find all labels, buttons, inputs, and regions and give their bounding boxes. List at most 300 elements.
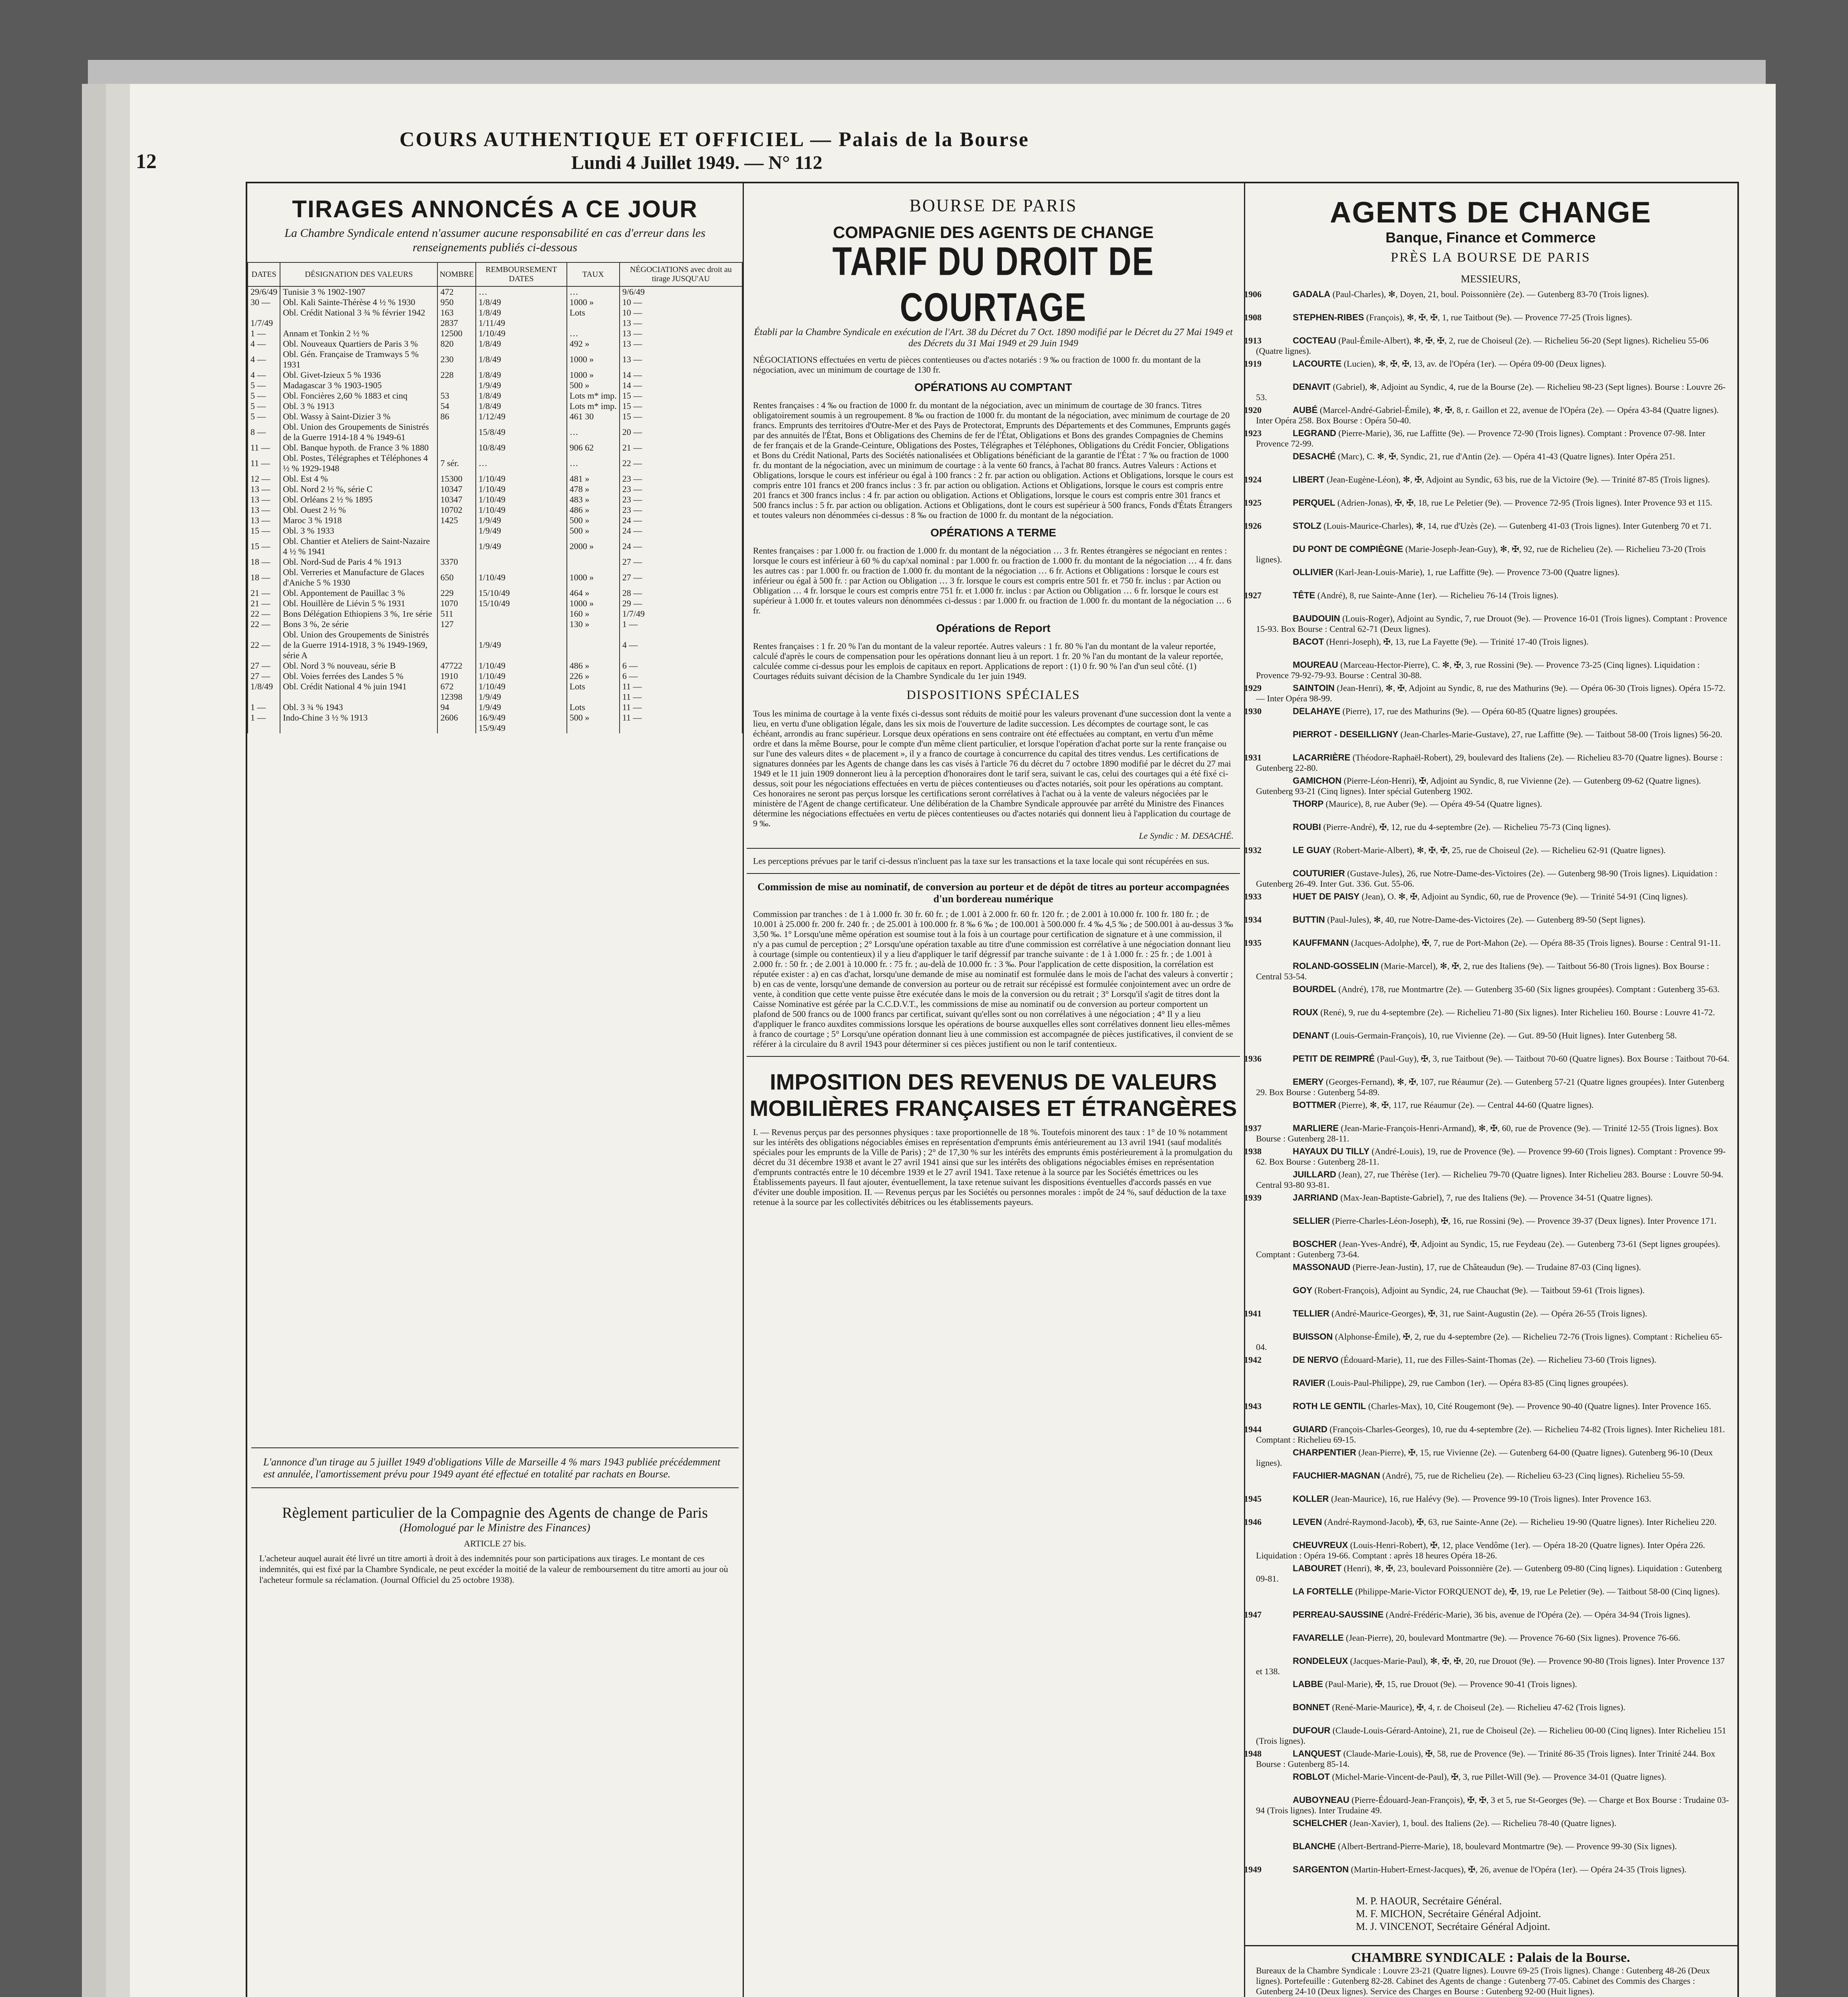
table-cell: 1/10/49 — [476, 328, 567, 339]
agent-details: (André), 178, rue Montmartre (2e). — Gutenberg 35-60 (Six lignes groupées). Comptant : Gutenberg 35-63. — [1338, 984, 1720, 994]
table-cell: 13 — — [620, 328, 742, 339]
tarif-intro: Établi par la Chambre Syndicale en exécution de l'Art. 38 du Décret du 7 Oct. 1890 modifié par le Décret du 27 Mai 1949 et des Décrets du 31 Mai 1949 et 29 Juin 1949 — [754, 327, 1233, 349]
agent-details: (Jacques-Marie-Paul), ✻, ✠, ✠, 20, rue Drouot (9e). — Provence 90-80 (Trois lignes). Inter Provence 137 et 138. — [1256, 1656, 1725, 1676]
agent-name: THORP — [1293, 799, 1323, 809]
agent-entry — [1244, 660, 1737, 681]
table-cell: … — [567, 453, 620, 474]
table-cell: Obl. Foncières 2,60 % 1883 et cinq — [280, 391, 437, 401]
table-cell: 5 — — [248, 380, 280, 391]
agent-name: LACOURTE — [1293, 359, 1342, 369]
agent-year: 1923 — [1244, 428, 1262, 438]
agent-details: (Michel-Marie-Vincent-de-Paul), ✠, 3, rue Pillet-Will (9e). — Provence 34-01 (Quatre lignes). — [1332, 1772, 1667, 1782]
table-cell: Obl. Postes, Télégraphes et Téléphones 4 ½ % 1929-1948 — [280, 453, 437, 474]
table-cell — [248, 723, 280, 733]
table-row — [248, 494, 742, 505]
table-cell: 11 — — [248, 453, 280, 474]
table-cell: 130 » — [567, 619, 620, 629]
table-row — [248, 681, 742, 692]
perceptions-note: Les perceptions prévues par le tarif ci-dessus n'incluent pas la taxe sur les transactions et la taxe locale qui sont récupérées en sus. — [753, 856, 1210, 866]
agent-name: BONNET — [1293, 1702, 1330, 1712]
table-cell: 15/9/49 — [476, 723, 567, 733]
agent-entry — [1244, 822, 1737, 843]
agent-year: 1946 — [1244, 1517, 1262, 1527]
table-cell: 54 — [437, 401, 476, 411]
agent-name: BOURDEL — [1293, 984, 1336, 994]
table-row — [248, 629, 742, 661]
terme-title: OPÉRATIONS A TERME — [930, 526, 1056, 539]
agent-name: PETIT DE REIMPRÉ — [1293, 1054, 1375, 1064]
agent-entry — [1244, 637, 1737, 657]
table-cell: Obl. Nord 2 ½ %, série C — [280, 484, 437, 494]
table-cell: Obl. Nord 3 % nouveau, série B — [280, 661, 437, 671]
table-cell: … — [476, 286, 567, 297]
agent-name: DU PONT DE COMPIÈGNE — [1293, 544, 1403, 554]
agents-subtitle: Banque, Finance et Commerce — [1385, 229, 1596, 246]
agent-name: HUET DE PAISY — [1293, 891, 1360, 901]
agent-details: (Louis-Roger), Adjoint au Syndic, 7, rue Drouot (9e). — Provence 16-01 (Trois lignes). Comptant : Provence 15-93. Box Bourse : Central 62-71 (Deux lignes). — [1256, 613, 1727, 634]
table-cell: 15 — — [248, 536, 280, 557]
table-cell — [248, 308, 280, 318]
agent-details: (Jean-Yves-André), ✠, Adjoint au Syndic, 15, rue Feydeau (2e). — Gutenberg 73-61 (Sept lignes groupées). Comptant : Gutenberg 73-64. — [1256, 1239, 1720, 1259]
agent-details: (Charles-Max), 10, Cité Rougemont (9e). — Provence 90-40 (Quatre lignes). Inter Provence 165. — [1368, 1401, 1711, 1411]
agent-name: GAMICHON — [1293, 776, 1342, 786]
table-cell: 16/9/49 — [476, 713, 567, 723]
agent-name: RONDELEUX — [1293, 1656, 1348, 1666]
agents-column — [1244, 183, 1737, 1997]
comptant-text: Rentes françaises : 4 ‰ ou fraction de 1000 fr. du montant de la négociation, avec un minimum de courtage de 30 francs. Titres obligatoirement soumis à un regroupement. 8 ‰ ou fraction de 1000 fr. du montant de la négociation, avec minimum de courtage de 20 francs. Emprunts des territoires d'Outre-Mer et des Pays de Protectorat, Emprunts des Départements et des Communes, Emprunts gagés par des annuités de l'État, Bons et Obligations des Chemins de fer de l'État, Obligations et Bons des grandes Compagnies de Chemins de fer français et de la Grande-Ceinture, Obligations des Postes, Télégraphes et Téléphones, Obligations du Crédit Foncier, Obligations et Bons du Crédit National, Parts des Sociétés nationalisées et Obligations bénéficiant de la garantie de l'État : 7 ‰ ou fraction de 1000 fr. du montant de la négociation, avec un minimum de courtage : à la vente 60 francs, à l'achat 80 francs. Autres Valeurs : Actions et Obligations, lorsque le cours est inférieur ou égal à 100 francs : 2 fr. par action ou obligation. Actions et Obligations, lorsque le cours est compris entre 101 francs et 200 francs inclus : 3 fr. par action ou obligation. Actions et Obligations, lorsque le cours est compris entre 201 francs et 300 francs inclus : 4 fr. par action ou obligation. Actions et Obligations, lorsque le cours est compris entre 301 francs et 500 francs inclus : 5 fr. par action ou obligation. Actions et Obligations, dont le cours est supérieur à 500 francs, Fonds d'États Étrangers et toutes valeurs non dénommées ci-dessus : 8 ‰ ou fraction de 1000 fr. du montant de la négociation. — [753, 400, 1234, 520]
agent-details: (Paul-Charles), ✻, Doyen, 21, boul. Poissonnière (2e). — Gutenberg 83-70 (Trois lignes). — [1332, 289, 1649, 299]
table-cell: 5 — — [248, 411, 280, 422]
table-cell — [437, 536, 476, 557]
agent-details: (Robert-Marie-Albert), ✻, ✠, ✠, 25, rue de Choiseul (2e). — Richelieu 62-91 (Quatre lignes). — [1333, 845, 1666, 855]
table-cell: Madagascar 3 % 1903-1905 — [280, 380, 437, 391]
agent-details: (Pierre-André), ✠, 12, rue du 4-septembre (2e). — Richelieu 75-73 (Cinq lignes). — [1323, 822, 1611, 832]
agent-name: JUILLARD — [1293, 1169, 1336, 1179]
table-cell: 53 — [437, 391, 476, 401]
agent-details: (Louis-Maurice-Charles), ✻, 14, rue d'Uzès (2e). — Gutenberg 41-03 (Trois lignes). Inter Gutenberg 70 et 71. — [1323, 521, 1712, 531]
table-cell: Obl. Givet-Izieux 5 % 1936 — [280, 370, 437, 380]
agent-details: (Henri), ✻, ✠, 23, boulevard Poissonnière (2e). — Gutenberg 09-80 (Cinq lignes). Liquidation : Gutenberg 09-81. — [1256, 1563, 1722, 1584]
table-cell: 1000 » — [567, 370, 620, 380]
table-cell: Bons Délégation Ethiopiens 3 %, 1re série — [280, 609, 437, 619]
table-cell: 13 — — [248, 494, 280, 505]
table-row — [248, 339, 742, 349]
agent-details: (Marie-Joseph-Jean-Guy), ✻, ✠, 92, rue de Richelieu (2e). — Richelieu 73-20 (Trois lignes). — [1256, 544, 1706, 564]
agent-entry — [1244, 891, 1737, 912]
agent-entry — [1244, 1355, 1737, 1376]
table-cell: Obl. Crédit National 3 ¾ % février 1942 — [280, 308, 437, 318]
agent-details: (Claude-Louis-Gérard-Antoine), 21, rue de Choiseul (2e). — Richelieu 00-00 (Cinq lignes). Inter Richelieu 151 (Trois lignes). — [1256, 1725, 1727, 1746]
agent-year: 1948 — [1244, 1749, 1262, 1759]
agent-details: (Robert-François), Adjoint au Syndic, 24, rue Chauchat (9e). — Taitbout 59-61 (Trois lignes). — [1314, 1285, 1645, 1295]
agent-name: FAVARELLE — [1293, 1633, 1344, 1643]
table-cell: 6 — — [620, 661, 742, 671]
table-cell: 10347 — [437, 484, 476, 494]
agent-entry — [1244, 1772, 1737, 1793]
agent-details: (Louis-Henri-Robert), ✠, 12, place Vendôme (1er). — Opéra 18-20 (Quatre lignes). Inter Opéra 226. Liquidation : Opéra 19-66. Comptant : après 18 heures Opéra 18-26. — [1256, 1540, 1705, 1560]
agent-year: 1941 — [1244, 1308, 1262, 1318]
secretaire-line: M. J. VINCENOT, Secrétaire Général Adjoint. — [1356, 1921, 1550, 1932]
table-cell — [567, 557, 620, 567]
agent-entry — [1244, 776, 1737, 796]
agent-name: AUBOYNEAU — [1293, 1795, 1349, 1805]
table-row — [248, 619, 742, 629]
table-cell: 1/9/49 — [476, 526, 567, 536]
table-cell — [437, 443, 476, 453]
agent-name: FAUCHIER-MAGNAN — [1293, 1471, 1380, 1481]
agent-name: BUISSON — [1293, 1332, 1333, 1342]
agent-entry — [1244, 984, 1737, 1005]
table-cell: Lots — [567, 308, 620, 318]
table-cell: 15 — — [620, 391, 742, 401]
page-number: 12 — [136, 150, 157, 173]
table-cell: 27 — — [620, 557, 742, 567]
table-cell: 1/10/49 — [476, 474, 567, 484]
agent-name: LABOURET — [1293, 1563, 1342, 1573]
table-cell: 10/8/49 — [476, 443, 567, 453]
agent-details: (Pierre-Jean-Justin), 17, rue de Châteaudun (9e). — Trudaine 87-03 (Cinq lignes). — [1352, 1262, 1641, 1272]
agent-entry — [1244, 1401, 1737, 1422]
agent-details: (Paul-Jules), ✻, 40, rue Notre-Dame-des-Victoires (2e). — Gutenberg 89-50 (Sept lignes). — [1327, 915, 1646, 925]
reglement-subtitle: (Homologué par le Ministre des Finances) — [399, 1522, 590, 1534]
table-cell: 1000 » — [567, 349, 620, 370]
agent-details: (Marceau-Hector-Pierre), C. ✻, ✠, 3, rue Rossini (9e). — Provence 73-25 (Cinq lignes). Liquidation : Provence 79-92-79-93. Bourse : Central 30-88. — [1256, 660, 1700, 680]
table-cell: Obl. Union des Groupements de Sinistrés de la Guerre 1914-18 4 % 1949-61 — [280, 422, 437, 443]
imposition-text: I. — Revenus perçus par des personnes physiques : taxe proportionnelle de 18 %. Toutefois minorent des taux : 1° de 10 % notamment sur les intérêts des obligations négociables émises en représentation d'emprunts émis antérieurement au 13 avril 1941 (sauf modalités spéciales pour les emprunts de la Ville de Paris) ; 2° de 17,30 % sur les intérêts des emprunts émis postérieurement à la promulgation du décret du 31 décembre 1938 et avant le 27 avril 1941 ainsi que sur les intérêts des obligations négociables émises en représentation d'emprunts contractés entre le 10 décembre 1939 et le 27 avril 1941. Taxe retenue à la source par les Sociétés émettrices ou les Établissements payeurs. Il faut ajouter, éventuellement, la taxe retenue suivant les dispositions éventuelles d'accords passés en vue d'éviter une double imposition. II. — Revenus perçus par les Sociétés ou personnes morales : impôt de 24 %, sauf déduction de la taxe retenue à la source par les collectivités débitrices ou les établissements payeurs. — [753, 1127, 1233, 1207]
agent-details: (André), 75, rue de Richelieu (2e). — Richelieu 63-23 (Cinq lignes). Richelieu 55-59. — [1382, 1471, 1685, 1481]
agent-year: 1926 — [1244, 521, 1262, 531]
agent-year: 1930 — [1244, 706, 1262, 716]
agent-details: (Gustave-Jules), 26, rue Notre-Dame-des-Victoires (2e). — Gutenberg 98-90 (Trois lignes). Liquidation : Gutenberg 26-49. Inter Gut. 336. Gut. 55-06. — [1256, 868, 1718, 889]
agent-year: 1906 — [1244, 289, 1262, 299]
agent-entry — [1244, 1030, 1737, 1051]
table-cell: Obl. Ouest 2 ½ % — [280, 505, 437, 515]
agent-entry — [1244, 1332, 1737, 1352]
agent-year: 1937 — [1244, 1123, 1262, 1133]
agent-name: JARRIAND — [1293, 1193, 1338, 1203]
table-cell: 14 — — [620, 380, 742, 391]
agent-name: DENANT — [1293, 1030, 1329, 1040]
agent-entry — [1244, 1540, 1737, 1561]
tirages-column — [247, 183, 744, 1997]
divider — [747, 873, 1240, 874]
table-cell: 486 » — [567, 505, 620, 515]
masthead-date: Lundi 4 Juillet 1949. — N° 112 — [571, 152, 823, 173]
secretaire-line: M. F. MICHON, Secrétaire Général Adjoint. — [1356, 1908, 1541, 1920]
agent-entry — [1244, 1749, 1737, 1769]
table-cell: 9/6/49 — [620, 286, 742, 297]
table-cell: 1/9/49 — [476, 692, 567, 702]
agent-entry — [1244, 1378, 1737, 1399]
agent-name: DUFOUR — [1293, 1725, 1331, 1735]
table-row — [248, 609, 742, 619]
agent-entry — [1244, 1725, 1737, 1746]
agent-name: SCHELCHER — [1293, 1818, 1347, 1828]
agent-details: (Claude-Marie-Louis), ✠, 58, rue de Provence (9e). — Trinité 86-35 (Trois lignes). Inter Trinité 244. Box Bourse : Gutenberg 85-14. — [1256, 1749, 1715, 1769]
agent-entry — [1244, 1517, 1737, 1538]
table-row — [248, 588, 742, 598]
table-row — [248, 422, 742, 443]
agent-entry — [1244, 845, 1737, 866]
agent-entry — [1244, 706, 1737, 727]
table-cell — [437, 723, 476, 733]
agent-entry — [1244, 1262, 1737, 1283]
table-cell — [248, 692, 280, 702]
table-cell: 13 — — [248, 484, 280, 494]
table-cell: Obl. 3 % 1913 — [280, 401, 437, 411]
agent-name: LABBE — [1293, 1679, 1323, 1689]
agent-name: MOUREAU — [1293, 660, 1338, 670]
agent-name: OLLIVIER — [1293, 567, 1333, 577]
table-cell: 1/10/49 — [476, 567, 567, 588]
agent-entry — [1244, 1494, 1737, 1515]
agent-year: 1945 — [1244, 1494, 1262, 1504]
divider — [251, 1487, 739, 1488]
agent-details: (André-Louis), 19, rue de Provence (9e). — Provence 99-60 (Trois lignes). Comptant : Provence 99-62. Box Bourse : Gutenberg 28-11. — [1256, 1146, 1726, 1167]
table-cell: 1/9/49 — [476, 629, 567, 661]
table-cell: 820 — [437, 339, 476, 349]
table-cell: 23 — — [620, 484, 742, 494]
table-row — [248, 536, 742, 557]
agent-details: (Paul-Guy), ✠, 3, rue Taitbout (9e). — Taitbout 70-60 (Quatre lignes). Box Bourse : Taitbout 70-64. — [1377, 1054, 1729, 1064]
agent-entry — [1244, 1308, 1737, 1329]
secretaire-line: M. P. HAOUR, Secrétaire Général. — [1356, 1895, 1502, 1907]
table-cell: 500 » — [567, 380, 620, 391]
agent-name: BOTTMER — [1293, 1100, 1336, 1110]
commission-title: Commission de mise au nominatif, de conversion au porteur et de dépôt de titres au porteur accompagnées d'un bordereau numérique — [757, 881, 1229, 905]
divider — [747, 1056, 1240, 1057]
table-cell: 950 — [437, 297, 476, 308]
table-cell: 1/8/49 — [476, 349, 567, 370]
table-cell: 1 — — [620, 619, 742, 629]
table-cell: 11 — — [620, 692, 742, 702]
agent-details: (André-Frédéric-Marie), 36 bis, avenue de l'Opéra (2e). — Opéra 34-94 (Trois lignes). — [1385, 1610, 1691, 1620]
agent-entry — [1244, 1054, 1737, 1074]
report-text: Rentes françaises : 1 fr. 20 % l'an du montant de la valeur reportée. Autres valeurs : 1 fr. 80 % l'an du montant de la valeur reportée, calculé d'après le cours de compensation pour les opérations donnant lieu à un report. 1 fr. 20 % l'an du montant de la valeur reportée, calculée comme ci-dessus pour les emplois de capitaux en report. Applications de report : (1) 0 fr. 90 % l'an d'un seul côté. (1) Courtages réduits suivant décision de la Chambre Syndicale du 1er juin 1949. — [753, 641, 1223, 681]
agent-entry — [1244, 359, 1737, 379]
agent-name: ROTH LE GENTIL — [1293, 1401, 1366, 1411]
table-row — [248, 411, 742, 422]
table-cell: Obl. Banque hypoth. de France 3 % 1880 — [280, 443, 437, 453]
agent-name: STOLZ — [1293, 521, 1321, 531]
table-cell: 500 » — [567, 713, 620, 723]
table-row — [248, 380, 742, 391]
agent-details: (François-Charles-Georges), 10, rue du 4-septembre (2e). — Richelieu 74-82 (Trois lignes). Inter Richelieu 181. Comptant : Richelieu 69-15. — [1256, 1424, 1725, 1445]
table-cell: 29/6/49 — [248, 286, 280, 297]
table-row — [248, 692, 742, 702]
tirages-title: TIRAGES ANNONCÉS A CE JOUR — [292, 196, 698, 222]
agent-details: (Pierre-Charles-Léon-Joseph), ✠, 16, rue Rossini (9e). — Provence 39-37 (Deux lignes). Inter Provence 171. — [1332, 1216, 1717, 1226]
table-cell: Annam et Tonkin 2 ½ % — [280, 328, 437, 339]
table-cell: 47722 — [437, 661, 476, 671]
agent-details: (Pierre-Léon-Henri), ✠, Adjoint au Syndic, 8, rue Vivienne (2e). — Gutenberg 09-62 (Quatre lignes). Gutenberg 93-21 (Cinq lignes). Inter spécial Gutenberg 1902. — [1256, 776, 1701, 796]
table-row — [248, 286, 742, 297]
agent-name: BLANCHE — [1293, 1841, 1336, 1851]
table-cell — [280, 318, 437, 328]
table-cell: Obl. Orléans 2 ½ % 1895 — [280, 494, 437, 505]
agent-details: (Pierre-Marie), 36, rue Laffitte (9e). — Provence 72-90 (Trois lignes). Comptant : Provence 07-98. Inter Provence 72-99. — [1256, 428, 1705, 449]
table-row — [248, 297, 742, 308]
agent-name: MASSONAUD — [1293, 1262, 1351, 1272]
table-cell: 226 » — [567, 671, 620, 681]
table-cell: 1/8/49 — [476, 370, 567, 380]
agent-details: (Jean-Maurice), 16, rue Halévy (9e). — Provence 99-10 (Trois lignes). Inter Provence 163. — [1331, 1494, 1651, 1504]
agent-name: SAINTOIN — [1293, 683, 1335, 693]
comptant-title: OPÉRATIONS AU COMPTANT — [914, 381, 1072, 393]
table-cell: Obl. 3 % 1933 — [280, 526, 437, 536]
agent-details: (Jean), 27, rue Thérèse (1er). — Richelieu 79-70 (Quatre lignes). Inter Richelieu 283. Bourse : Louvre 50-94. Central 93-80 93-81. — [1256, 1169, 1723, 1190]
table-cell: 13 — — [620, 349, 742, 370]
table-cell: 10347 — [437, 494, 476, 505]
agent-entry — [1244, 1285, 1737, 1306]
table-cell: 13 — — [620, 318, 742, 328]
agent-name: SELLIER — [1293, 1216, 1330, 1226]
messieurs-label: MESSIEURS, — [1461, 273, 1521, 285]
agent-year: 1949 — [1244, 1864, 1262, 1874]
table-cell: Obl. Kali Sainte-Thérèse 4 ½ % 1930 — [280, 297, 437, 308]
agent-entry — [1244, 1239, 1737, 1260]
agent-name: HAYAUX DU TILLY — [1293, 1146, 1369, 1156]
table-cell — [437, 629, 476, 661]
agent-name: DELAHAYE — [1293, 706, 1340, 716]
agent-entry — [1244, 799, 1737, 820]
table-cell: 6 — — [620, 671, 742, 681]
syndic-signature: Le Syndic : M. DESACHÉ. — [1139, 831, 1234, 841]
table-cell: 1000 » — [567, 297, 620, 308]
agent-name: PERREAU-SAUSSINE — [1293, 1610, 1384, 1620]
agent-entry — [1244, 1169, 1737, 1190]
agent-year: 1913 — [1244, 335, 1262, 345]
table-cell: 14 — — [620, 370, 742, 380]
table-cell: 15 — — [620, 411, 742, 422]
agent-details: (Jean-Marie-François-Henri-Armand), ✻, ✠, 60, rue de Provence (9e). — Trinité 12-55 (Trois lignes). Box Bourse : Gutenberg 28-11. — [1256, 1123, 1718, 1143]
table-cell: 230 — [437, 349, 476, 370]
table-cell: 1/7/49 — [620, 609, 742, 619]
table-cell: 160 » — [567, 609, 620, 619]
agent-year: 1919 — [1244, 359, 1262, 369]
table-cell: 13 — — [620, 339, 742, 349]
agent-details: (André), 8, rue Sainte-Anne (1er). — Richelieu 76-14 (Trois lignes). — [1317, 590, 1559, 600]
agent-year: 1925 — [1244, 498, 1262, 508]
table-cell: 15/10/49 — [476, 598, 567, 609]
table-row — [248, 723, 742, 733]
table-cell: 1910 — [437, 671, 476, 681]
divider — [251, 1447, 739, 1448]
agent-entry — [1244, 335, 1737, 356]
agent-name: TELLIER — [1293, 1308, 1329, 1318]
table-row — [248, 349, 742, 370]
table-cell: Obl. Est 4 % — [280, 474, 437, 484]
agent-name: COCTEAU — [1293, 335, 1336, 345]
table-cell: 492 » — [567, 339, 620, 349]
imposition-title: IMPOSITION DES REVENUS DE VALEURS MOBILIÈRES FRANÇAISES ET ÉTRANGÈRES — [749, 1069, 1237, 1121]
table-cell: 24 — — [620, 536, 742, 557]
table-cell: Obl. Voies ferrées des Landes 5 % — [280, 671, 437, 681]
table-cell: 12 — — [248, 474, 280, 484]
table-row — [248, 713, 742, 723]
table-cell: 4 — — [248, 370, 280, 380]
table-cell: 1 — — [248, 713, 280, 723]
table-cell — [280, 692, 437, 702]
table-cell: Lots — [567, 681, 620, 692]
table-cell: 22 — — [248, 609, 280, 619]
agent-details: (Martin-Hubert-Ernest-Jacques), ✠, 26, avenue de l'Opéra (1er). — Opéra 24-35 (Trois lignes). — [1351, 1864, 1687, 1874]
table-cell: 1/10/49 — [476, 505, 567, 515]
agent-details: (Théodore-Raphaël-Robert), 29, boulevard des Italiens (2e). — Richelieu 83-70 (Quatre lignes). Bourse : Gutenberg 22-80. — [1256, 752, 1723, 773]
table-row — [248, 453, 742, 474]
table-cell: 1/7/49 — [248, 318, 280, 328]
table-cell: 483 » — [567, 494, 620, 505]
table-cell: 1/10/49 — [476, 494, 567, 505]
table-cell: 464 » — [567, 588, 620, 598]
table-row — [248, 505, 742, 515]
agent-entry — [1244, 1795, 1737, 1816]
table-cell: 15 — — [620, 401, 742, 411]
masthead-title: COURS AUTHENTIQUE ET OFFICIEL — Palais de la Bourse — [399, 128, 1029, 151]
dispositions-text: Tous les minima de courtage à la vente fixés ci-dessus sont réduits de moitié pour les valeurs provenant d'une succession dont la vente a lieu, en vertu d'une obligation légale, dans les six mois de l'ouverture de ladite succession. Les décomptes de courtage sont, le cas échéant, arrondis au franc supérieur. Lorsque deux opérations en sens contraire ont été effectuées au comptant, en vertu d'un même ordre et dans la même Bourse, pour le compte d'un même client particulier, et lorsque l'opération d'achat porte sur la rente française ou sur l'une des valeurs dites « de placement », il y a franco de courtage à concurrence du capital des titres vendus. Les certifications de signatures données par les Agents de change dans les cas visés à l'article 76 du décret du 7 octobre 1890 modifié par le décret du 27 mai 1949 et le 11 juin 1909 donneront lieu à la perception d'honoraires dont le tarif sera, suivant le cas, celui des courtages qui a été fixé ci-dessus, soit pour les négociations effectuées en vertu de pièces contentieuses ou d'actes notariés, soit pour les opérations au comptant. Ces honoraires ne seront pas perçus lorsque les certifications seront corrélatives à l'achat ou à la vente de valeurs négociées par le ministère de l'Agent de change certificateur. Une délibération de la Chambre Syndicale approuvée par arrêté du Ministre des Finances détermine les négociations effectuées en vertu de pièces contentieuses ou d'actes notariés qui donnent lieu à l'application du courtage de 9 ‰. — [753, 709, 1231, 828]
table-cell: 472 — [437, 286, 476, 297]
agent-details: (René-Marie-Maurice), ✠, 4, r. de Choiseul (2e). — Richelieu 47-62 (Trois lignes). — [1332, 1702, 1625, 1712]
table-cell: 15 — — [248, 526, 280, 536]
table-cell: Obl. Crédit National 4 % juin 1941 — [280, 681, 437, 692]
secretaires-list — [1244, 1895, 1737, 1933]
agent-year: 1927 — [1244, 590, 1262, 600]
agent-details: (Karl-Jean-Louis-Marie), 1, rue Laffitte (9e). — Provence 73-00 (Quatre lignes). — [1335, 567, 1620, 577]
agent-entry — [1244, 613, 1737, 634]
table-cell: 1070 — [437, 598, 476, 609]
agents-list — [1244, 289, 1737, 1885]
tirages-subtitle: La Chambre Syndicale entend n'assumer aucune responsabilité en cas d'erreur dans les renseignements publiés ci-dessous — [284, 226, 705, 254]
table-cell: 229 — [437, 588, 476, 598]
agent-year: 1939 — [1244, 1193, 1262, 1203]
table-cell — [437, 380, 476, 391]
agent-entry — [1244, 1586, 1737, 1607]
agent-year: 1933 — [1244, 891, 1262, 901]
agent-details: (René), 9, rue du 4-septembre (2e). — Richelieu 71-80 (Six lignes). Inter Richelieu 160. Bourse : Louvre 41-72. — [1320, 1007, 1715, 1017]
table-cell: 5 — — [248, 401, 280, 411]
table-cell: … — [476, 453, 567, 474]
table-cell: 18 — — [248, 557, 280, 567]
table-cell: 11 — — [620, 702, 742, 713]
agent-name: BOSCHER — [1293, 1239, 1337, 1249]
table-cell: 15/8/49 — [476, 422, 567, 443]
agent-details: (Pierre-Édouard-Jean-François), ✠, ✠, 3 et 5, rue St-Georges (9e). — Charge et Box Bourse : Trudaine 03-94 (Trois lignes). Inter Trudaine 49. — [1256, 1795, 1729, 1815]
table-row — [248, 401, 742, 411]
agent-name: SARGENTON — [1293, 1864, 1349, 1874]
agent-name: ROLAND-GOSSELIN — [1293, 961, 1379, 971]
content-frame — [246, 182, 1739, 1997]
table-cell: 1/10/49 — [476, 661, 567, 671]
table-cell — [280, 723, 437, 733]
agent-name: GOY — [1293, 1285, 1312, 1295]
tirages-table-wrap — [247, 262, 743, 1440]
agent-details: (Georges-Fernand), ✻, ✠, 107, rue Réaumur (2e). — Gutenberg 57-21 (Quatre lignes groupées). Inter Gutenberg 29. Box Bourse : Gutenberg 54-89. — [1256, 1077, 1725, 1097]
table-cell: 1/8/49 — [476, 297, 567, 308]
table-cell: 11 — — [620, 713, 742, 723]
agent-entry — [1244, 1633, 1737, 1654]
agent-entry — [1244, 405, 1737, 426]
table-cell: Obl. Nord-Sud de Paris 4 % 1913 — [280, 557, 437, 567]
agent-details: (Lucien), ✻, ✠, ✠, 13, av. de l'Opéra (1er). — Opéra 09-00 (Deux lignes). — [1343, 359, 1606, 369]
table-cell: 461 30 — [567, 411, 620, 422]
tirages-table — [247, 262, 743, 733]
agent-year: 1935 — [1244, 938, 1262, 948]
table-cell: 1/12/49 — [476, 411, 567, 422]
table-cell: 21 — — [248, 598, 280, 609]
agents-title: AGENTS DE CHANGE — [1330, 196, 1651, 229]
agent-name: KOLLER — [1293, 1494, 1329, 1504]
agent-name: BACOT — [1293, 637, 1324, 647]
